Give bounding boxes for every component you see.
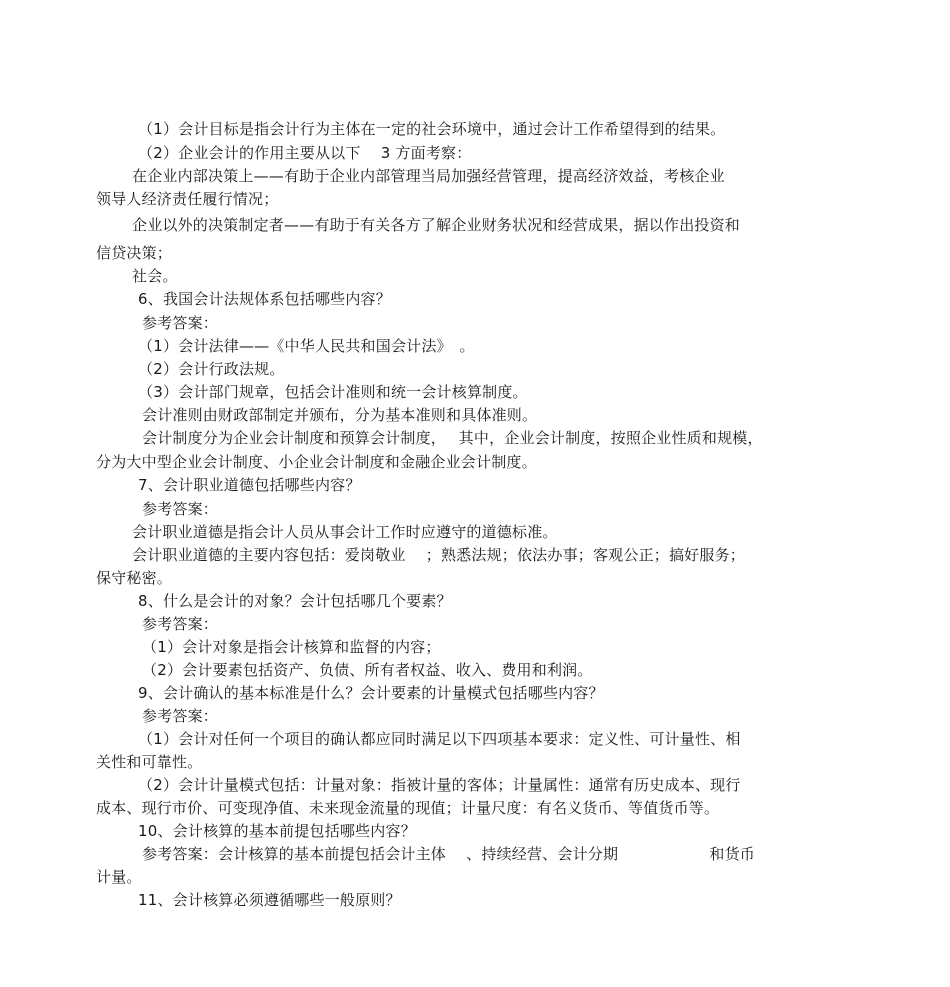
text-line: （1）会计对任何一个项目的确认都应同时满足以下四项基本要求：定义性、可计量性、相: [138, 730, 741, 748]
text-line: 参考答案：会计核算的基本前提包括会计主体 、持续经营、会计分期 和货币: [142, 845, 755, 863]
text-line: 会计职业道德是指会计人员从事会计工作时应遵守的道德标准。: [132, 523, 558, 541]
text-line: 成本、现行市价、可变现净值、未来现金流量的现值；计量尺度：有名义货币、等值货币等。: [96, 799, 720, 817]
text-line: （2）会计要素包括资产、负债、所有者权益、收入、费用和利润。: [142, 661, 593, 679]
text-line: 计量。: [96, 868, 142, 886]
question-heading: 9、会计确认的基本标准是什么？会计要素的计量模式包括哪些内容？: [138, 684, 604, 702]
text-line: （1）会计法律——《中华人民共和国会计法》 。: [138, 337, 475, 355]
answer-label: 参考答案：: [142, 615, 219, 633]
question-heading: 8、什么是会计的对象？会计包括哪几个要素？: [138, 592, 452, 610]
answer-label: 参考答案：: [142, 707, 219, 725]
text-line: 领导人经济责任履行情况；: [96, 190, 279, 208]
text-line: 会计准则由财政部制定并颁布，分为基本准则和具体准则。: [142, 406, 538, 424]
text-line: 在企业内部决策上——有助于企业内部管理当局加强经营管理，提高经济效益，考核企业: [132, 167, 725, 185]
text-line: 关性和可靠性。: [96, 753, 203, 771]
question-heading: 11、会计核算必须遵循哪些一般原则？: [138, 891, 401, 909]
text-line: （2）会计行政法规。: [138, 360, 285, 378]
text-line: 社会。: [132, 267, 178, 285]
text-line: 信贷决策；: [96, 244, 173, 262]
text-line: （2）企业会计的作用主要从以下 3 方面考察：: [138, 144, 472, 162]
text-line: 企业以外的决策制定者——有助于有关各方了解企业财务状况和经营成果，据以作出投资和: [132, 216, 741, 234]
text-line: 会计职业道德的主要内容包括：爱岗敬业 ；熟悉法规；依法办事；客观公正；搞好服务；: [132, 546, 745, 564]
text-line: （3）会计部门规章，包括会计准则和统一会计核算制度。: [138, 383, 528, 401]
text-line: 会计制度分为企业会计制度和预算会计制度， 其中，企业会计制度，按照企业性质和规模，: [142, 429, 763, 447]
text-line: （1）会计目标是指会计行为主体在一定的社会环境中，通过会计工作希望得到的结果。: [138, 120, 726, 138]
text-line: 分为大中型企业会计制度、小企业会计制度和金融企业会计制度。: [96, 453, 537, 471]
question-heading: 10、会计核算的基本前提包括哪些内容？: [138, 822, 416, 840]
question-heading: 6、我国会计法规体系包括哪些内容？: [138, 290, 391, 308]
question-heading: 7、会计职业道德包括哪些内容？: [138, 476, 361, 494]
text-line: 保守秘密。: [96, 569, 173, 587]
text-line: （2）会计计量模式包括：计量对象：指被计量的客体；计量属性：通常有历史成本、现行: [138, 776, 741, 794]
answer-label: 参考答案：: [142, 314, 219, 332]
text-line: （1）会计对象是指会计核算和监督的内容；: [142, 638, 441, 656]
answer-label: 参考答案：: [142, 500, 219, 518]
